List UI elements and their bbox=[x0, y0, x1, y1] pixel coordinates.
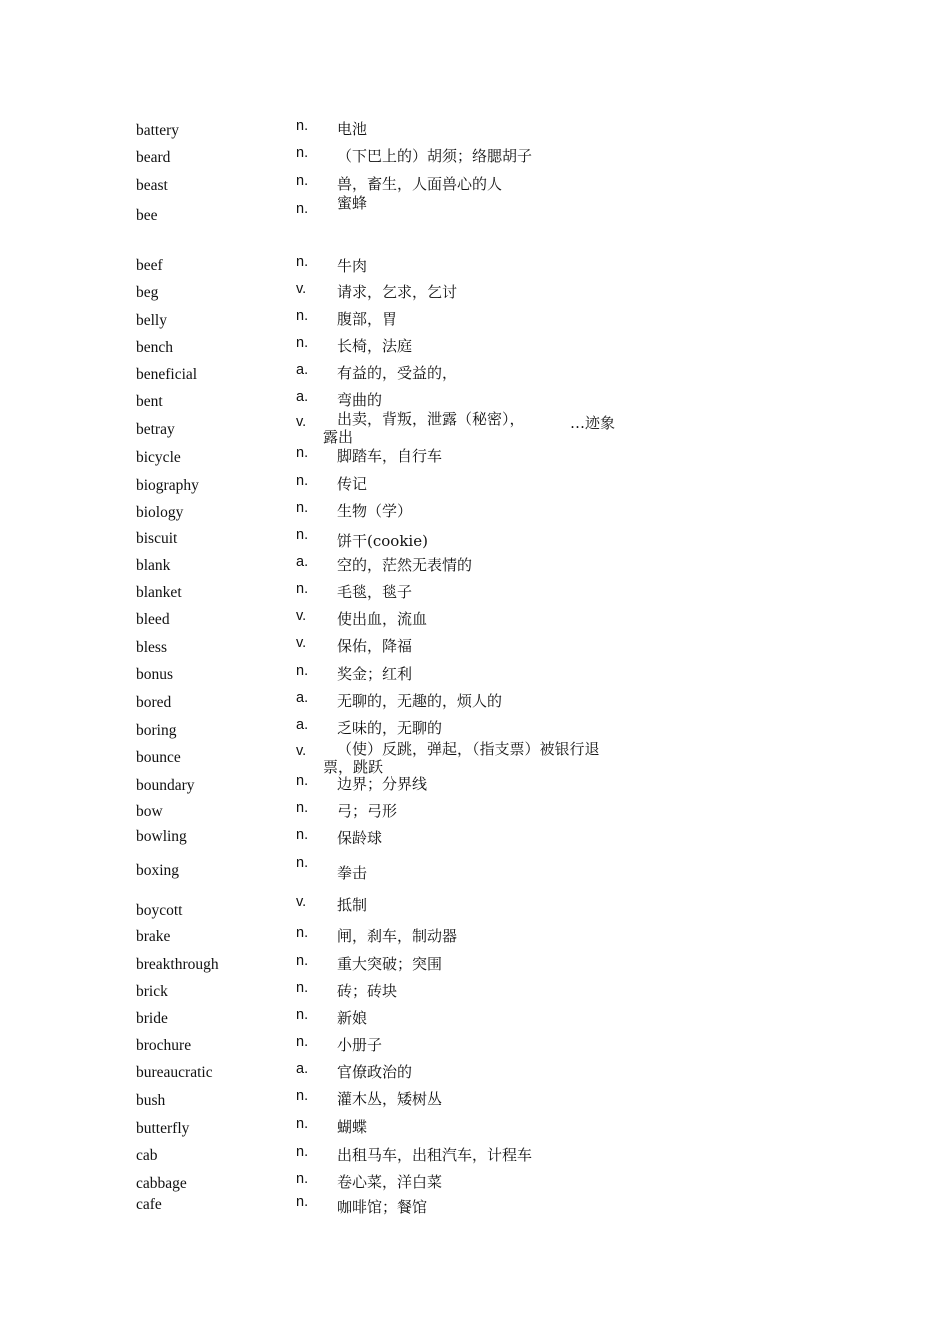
entry-word: brick bbox=[136, 983, 168, 1000]
entry-definition-extra: …迹象 bbox=[570, 414, 616, 432]
entry-word: brake bbox=[136, 928, 171, 945]
entry-word: boundary bbox=[136, 777, 195, 794]
entry-part-of-speech: n. bbox=[296, 855, 309, 871]
entry-word: bureaucratic bbox=[136, 1064, 213, 1081]
entry-definition-overflow: 露出 bbox=[323, 428, 354, 446]
entry-row bbox=[0, 690, 950, 718]
entry-definition: 蝴蝶 bbox=[337, 1118, 368, 1136]
entry-part-of-speech: n. bbox=[296, 500, 309, 516]
entry-word: blank bbox=[136, 557, 171, 574]
entry-part-of-speech: n. bbox=[296, 1088, 309, 1104]
entry-row bbox=[0, 173, 950, 201]
entry-definition: 出租马车，出租汽车，计程车 bbox=[337, 1146, 533, 1164]
entry-part-of-speech: n. bbox=[296, 800, 309, 816]
entry-word: beg bbox=[136, 284, 159, 301]
entry-definition: 电池 bbox=[337, 120, 368, 138]
entry-part-of-speech: a. bbox=[296, 389, 309, 405]
entry-row bbox=[0, 740, 950, 776]
entry-definition: 砖；砖块 bbox=[337, 982, 398, 1000]
entry-word: biscuit bbox=[136, 530, 178, 547]
entry-definition: 兽，畜生，人面兽心的人 bbox=[337, 175, 503, 193]
entry-word: betray bbox=[136, 421, 175, 438]
entry-row bbox=[0, 1034, 950, 1062]
entry-part-of-speech: n. bbox=[296, 953, 309, 969]
entry-part-of-speech: a. bbox=[296, 554, 309, 570]
entry-row bbox=[0, 118, 950, 146]
entry-definition: 空的，茫然无表情的 bbox=[337, 556, 473, 574]
entry-part-of-speech: n. bbox=[296, 254, 309, 270]
entry-word: bowling bbox=[136, 828, 187, 845]
entry-word: cabbage bbox=[136, 1175, 187, 1192]
entry-part-of-speech: v. bbox=[296, 281, 307, 297]
entry-row bbox=[0, 581, 950, 609]
entry-part-of-speech: n. bbox=[296, 527, 309, 543]
entry-row bbox=[0, 308, 950, 336]
entry-part-of-speech: n. bbox=[296, 201, 309, 217]
entry-definition: 蜜蜂 bbox=[337, 194, 368, 212]
entry-part-of-speech: n. bbox=[296, 445, 309, 461]
entry-part-of-speech: n. bbox=[296, 1194, 309, 1210]
entry-definition: 抵制 bbox=[337, 896, 368, 914]
entry-row bbox=[0, 554, 950, 582]
entry-definition: 拳击 bbox=[337, 864, 368, 882]
entry-word: butterfly bbox=[136, 1120, 190, 1137]
entry-part-of-speech: v. bbox=[296, 414, 307, 430]
entry-row bbox=[0, 1116, 950, 1144]
entry-part-of-speech: n. bbox=[296, 173, 309, 189]
entry-definition: 闸，刹车，制动器 bbox=[337, 927, 458, 945]
entry-word: beneficial bbox=[136, 366, 198, 383]
entry-word: bent bbox=[136, 393, 163, 410]
entry-definition: 重大突破；突围 bbox=[337, 955, 443, 973]
entry-row bbox=[0, 635, 950, 663]
entry-part-of-speech: n. bbox=[296, 1144, 309, 1160]
entry-word: bride bbox=[136, 1010, 168, 1027]
entry-definition: 弓；弓形 bbox=[337, 802, 398, 820]
entry-word: biography bbox=[136, 477, 199, 494]
entry-definition: 传记 bbox=[337, 475, 368, 493]
entry-word: blanket bbox=[136, 584, 182, 601]
entry-definition: 无聊的，无趣的，烦人的 bbox=[337, 692, 503, 710]
entry-row bbox=[0, 608, 950, 636]
entry-part-of-speech: n. bbox=[296, 308, 309, 324]
entry-part-of-speech: a. bbox=[296, 1061, 309, 1077]
entry-definition: 长椅，法庭 bbox=[337, 337, 413, 355]
entry-word: bless bbox=[136, 639, 167, 656]
entry-word: boycott bbox=[136, 902, 183, 919]
entry-row bbox=[0, 663, 950, 691]
entry-part-of-speech: n. bbox=[296, 473, 309, 489]
entry-definition: 出卖，背叛，泄露（秘密）， bbox=[337, 410, 525, 428]
entry-part-of-speech: n. bbox=[296, 335, 309, 351]
entry-definition: 有益的，受益的， bbox=[337, 364, 458, 382]
entry-part-of-speech: n. bbox=[296, 581, 309, 597]
entry-definition: 奖金；红利 bbox=[337, 665, 413, 683]
entry-word: bee bbox=[136, 207, 158, 224]
entry-word: beef bbox=[136, 257, 163, 274]
entry-row bbox=[0, 980, 950, 1008]
entry-definition: 使出血，流血 bbox=[337, 610, 428, 628]
entry-row bbox=[0, 362, 950, 390]
entry-word: boxing bbox=[136, 862, 180, 879]
entry-word: bush bbox=[136, 1092, 166, 1109]
entry-row bbox=[0, 773, 950, 801]
entry-part-of-speech: n. bbox=[296, 827, 309, 843]
entry-row bbox=[0, 800, 950, 828]
entry-word: battery bbox=[136, 122, 180, 139]
entry-part-of-speech: n. bbox=[296, 118, 309, 134]
entry-part-of-speech: n. bbox=[296, 1007, 309, 1023]
entry-row bbox=[0, 445, 950, 473]
entry-definition: （使）反跳，弹起，（指支票）被银行退 bbox=[337, 740, 600, 758]
entry-part-of-speech: n. bbox=[296, 1171, 309, 1187]
entry-row bbox=[0, 1144, 950, 1172]
entry-definition: 边界；分界线 bbox=[337, 775, 428, 793]
entry-definition: 卷心菜，洋白菜 bbox=[337, 1173, 443, 1191]
entry-part-of-speech: n. bbox=[296, 925, 309, 941]
entry-row bbox=[0, 194, 950, 229]
entry-row bbox=[0, 335, 950, 363]
entry-definition: 请求，乞求，乞讨 bbox=[337, 283, 458, 301]
entry-definition: 弯曲的 bbox=[337, 391, 383, 409]
entry-word: bow bbox=[136, 803, 163, 820]
entry-part-of-speech: n. bbox=[296, 145, 309, 161]
entry-definition: 咖啡馆；餐馆 bbox=[337, 1198, 428, 1216]
entry-part-of-speech: v. bbox=[296, 608, 307, 624]
entry-definition: 腹部，胃 bbox=[337, 310, 398, 328]
entry-part-of-speech: a. bbox=[296, 717, 309, 733]
entry-part-of-speech: n. bbox=[296, 663, 309, 679]
entry-definition: 饼干(cookie) bbox=[337, 532, 428, 550]
entry-word: bounce bbox=[136, 749, 181, 766]
entry-row bbox=[0, 500, 950, 528]
entry-row bbox=[0, 254, 950, 282]
entry-definition: 新娘 bbox=[337, 1009, 368, 1027]
entry-word: breakthrough bbox=[136, 956, 219, 973]
entry-row bbox=[0, 894, 950, 926]
entry-word: beard bbox=[136, 149, 171, 166]
entry-word: bicycle bbox=[136, 449, 181, 466]
entry-definition: 官僚政治的 bbox=[337, 1063, 413, 1081]
entry-row bbox=[0, 1194, 950, 1222]
entry-part-of-speech: a. bbox=[296, 690, 309, 706]
entry-definition-overflow: 票，跳跃 bbox=[323, 758, 384, 776]
entry-row bbox=[0, 1061, 950, 1089]
entry-row bbox=[0, 925, 950, 953]
entry-row bbox=[0, 410, 950, 446]
entry-definition: 生物（学） bbox=[337, 502, 413, 520]
entry-definition: 保龄球 bbox=[337, 829, 383, 847]
entry-row bbox=[0, 527, 950, 555]
entry-definition: 脚踏车，自行车 bbox=[337, 447, 443, 465]
entry-word: biology bbox=[136, 504, 184, 521]
entry-part-of-speech: v. bbox=[296, 894, 307, 910]
entry-definition: 保佑，降福 bbox=[337, 637, 413, 655]
entry-row bbox=[0, 473, 950, 501]
entry-word: belly bbox=[136, 312, 167, 329]
entry-part-of-speech: a. bbox=[296, 362, 309, 378]
entry-word: bonus bbox=[136, 666, 174, 683]
entry-part-of-speech: v. bbox=[296, 635, 307, 651]
entry-part-of-speech: n. bbox=[296, 1116, 309, 1132]
entry-word: bored bbox=[136, 694, 172, 711]
entry-part-of-speech: v. bbox=[296, 743, 307, 759]
entry-definition: 乏味的，无聊的 bbox=[337, 719, 443, 737]
entry-row bbox=[0, 953, 950, 981]
entry-definition: 毛毯，毯子 bbox=[337, 583, 413, 601]
entry-row bbox=[0, 856, 950, 884]
entry-row bbox=[0, 1007, 950, 1035]
entry-part-of-speech: n. bbox=[296, 773, 309, 789]
entry-word: bench bbox=[136, 339, 174, 356]
entry-word: cab bbox=[136, 1147, 158, 1164]
entry-word: boring bbox=[136, 722, 177, 739]
entry-word: cafe bbox=[136, 1196, 162, 1213]
entry-definition: 小册子 bbox=[337, 1036, 383, 1054]
entry-row bbox=[0, 1088, 950, 1116]
entry-word: beast bbox=[136, 177, 168, 194]
entry-part-of-speech: n. bbox=[296, 1034, 309, 1050]
entry-definition: 灌木丛，矮树丛 bbox=[337, 1090, 443, 1108]
entry-row bbox=[0, 281, 950, 309]
entry-word: bleed bbox=[136, 611, 170, 628]
entry-part-of-speech: n. bbox=[296, 980, 309, 996]
entry-definition: （下巴上的）胡须；络腮胡子 bbox=[337, 147, 533, 165]
entry-word: brochure bbox=[136, 1037, 192, 1054]
entry-definition: 牛肉 bbox=[337, 257, 368, 275]
entry-row bbox=[0, 826, 950, 854]
entry-row bbox=[0, 145, 950, 173]
